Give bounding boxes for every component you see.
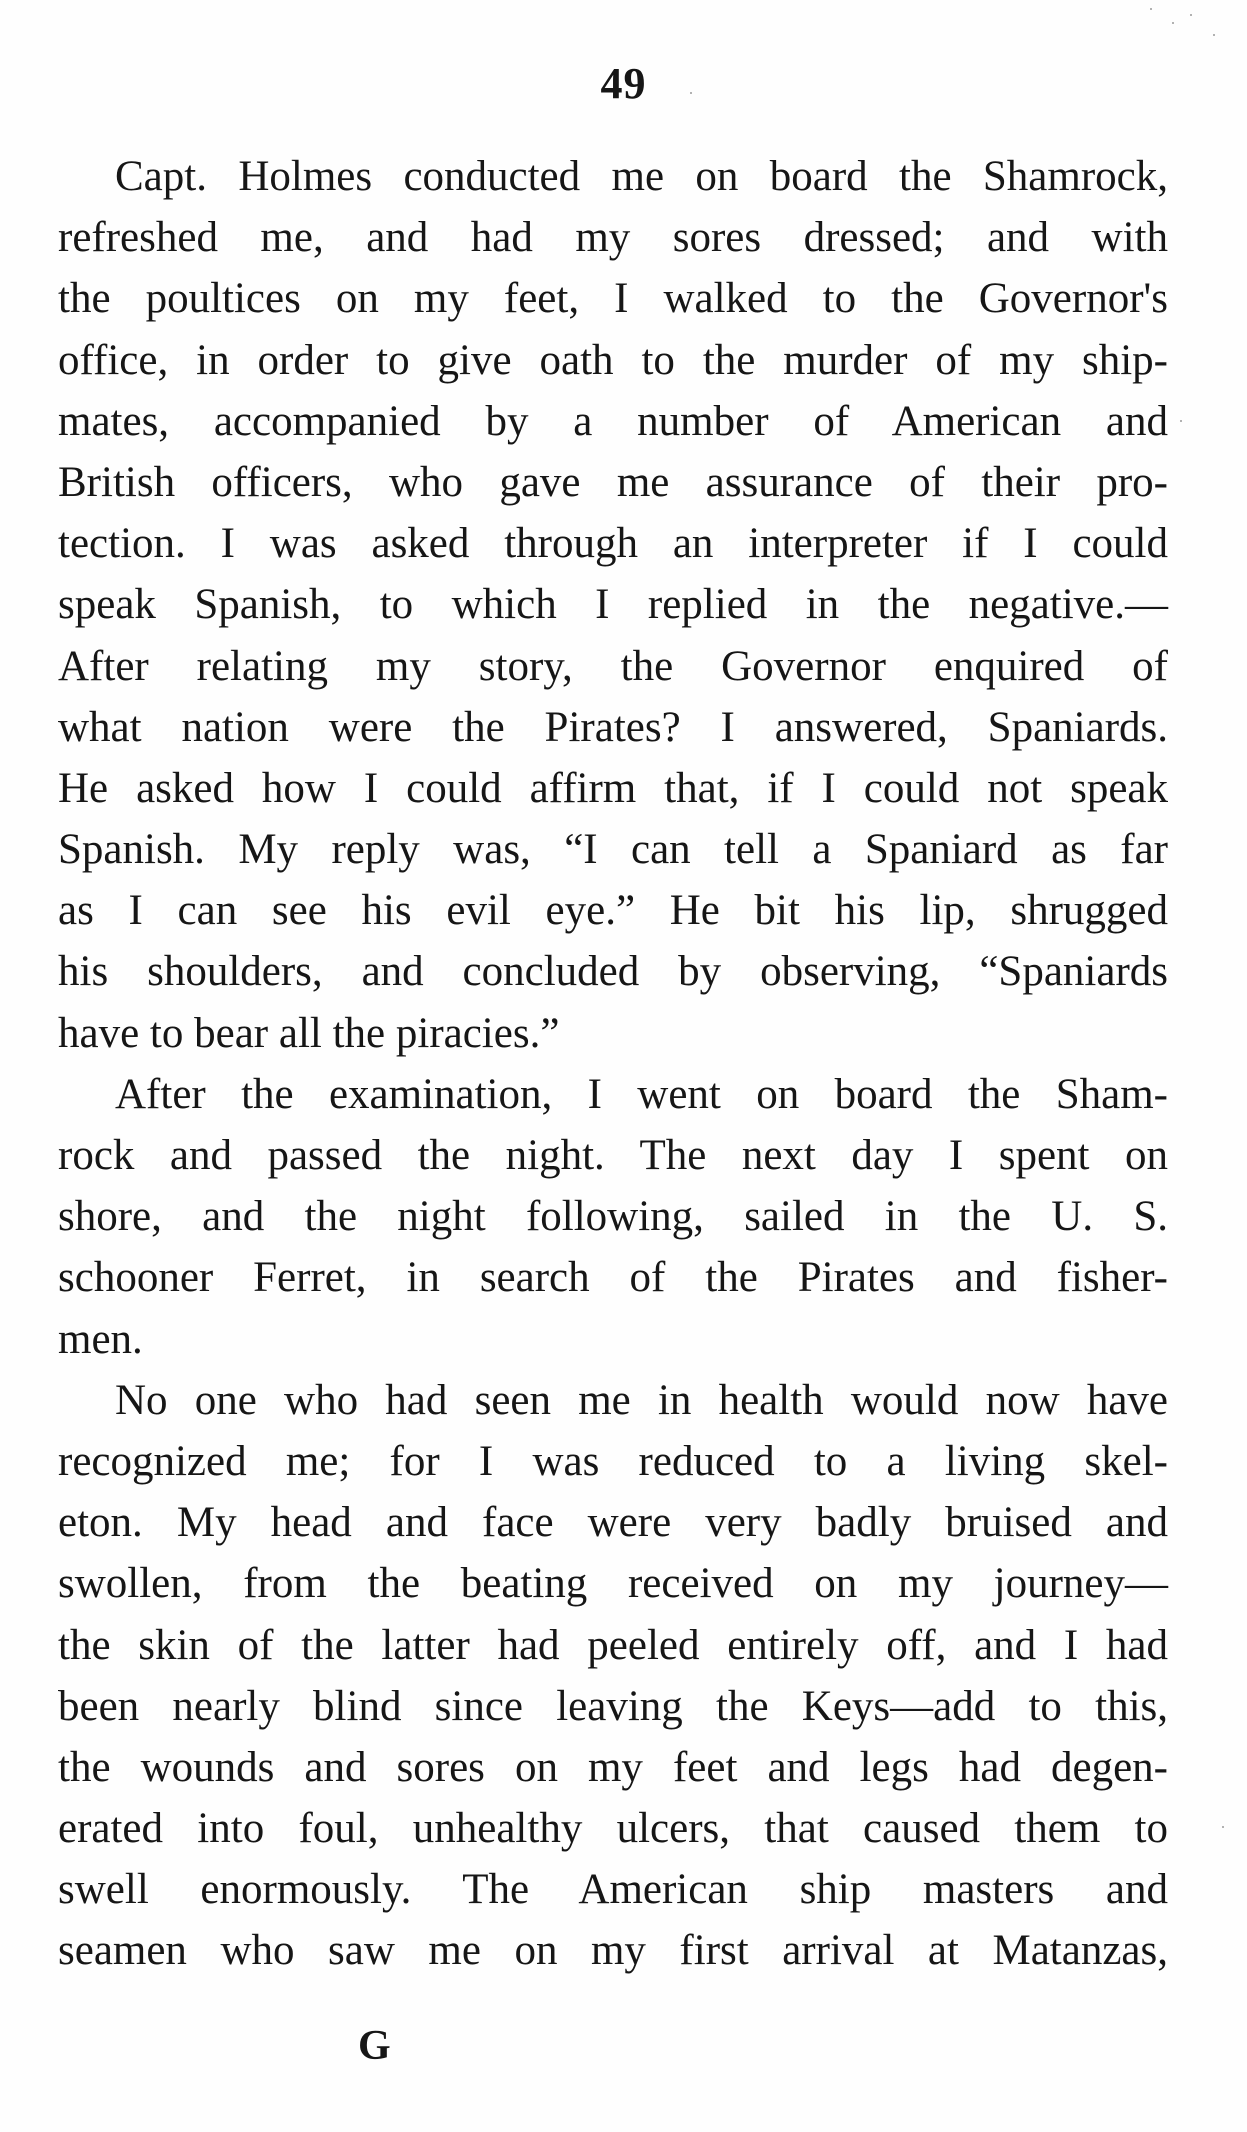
text-line: refreshed me, and had my sores dressed; and with — [58, 214, 1168, 262]
text-line: swell enormously. The American ship masters and — [58, 1866, 1168, 1914]
text-line: the skin of the latter had peeled entirely off, and I had — [58, 1621, 1168, 1669]
text-line: Capt. Holmes conducted me on board the Shamrock, — [115, 153, 1168, 200]
text-line: recognized me; for I was reduced to a living skel- — [58, 1437, 1168, 1485]
text-line: seamen who saw me on my first arrival at Matanzas, — [58, 1927, 1168, 1975]
text-line: eton. My head and face were very badly bruised and — [58, 1499, 1168, 1547]
text-line: as I can see his evil eye.” He bit his lip, shrugged — [58, 887, 1168, 935]
text-line: After relating my story, the Governor enquired of — [58, 642, 1168, 690]
text-line: After the examination, I went on board the Sham- — [115, 1070, 1168, 1118]
text-line: tection. I was asked through an interpreter if I could — [58, 520, 1168, 568]
paper-speck — [690, 92, 692, 94]
text-line: British officers, who gave me assurance of their pro- — [58, 458, 1168, 506]
text-line: what nation were the Pirates? I answered, Spaniards. — [58, 703, 1168, 751]
paper-speck — [1213, 34, 1215, 36]
paper-speck — [1190, 14, 1192, 16]
text-line: erated into foul, unhealthy ulcers, that caused them to — [58, 1805, 1168, 1853]
text-line: men. — [58, 1315, 143, 1363]
text-line: mates, accompanied by a number of American and — [58, 397, 1168, 445]
text-line: rock and passed the night. The next day I spent on — [58, 1132, 1168, 1179]
text-line: speak Spanish, to which I replied in the negative.— — [58, 581, 1168, 629]
paper-speck — [1222, 1826, 1224, 1828]
text-line: shore, and the night following, sailed in the U. S. — [58, 1193, 1168, 1241]
body-text — [58, 146, 1168, 1982]
text-line: been nearly blind since leaving the Keys—add to this, — [58, 1682, 1168, 1730]
paper-speck — [1180, 420, 1182, 422]
signature-mark: G — [358, 2023, 391, 2069]
text-line: the wounds and sores on my feet and legs had degen- — [58, 1743, 1168, 1791]
text-line: No one who had seen me in health would now have — [115, 1376, 1168, 1424]
text-line: He asked how I could affirm that, if I could not speak — [58, 764, 1168, 812]
text-line: Spanish. My reply was, “I can tell a Spaniard as far — [58, 826, 1168, 874]
text-line: have to bear all the piracies.” — [58, 1009, 560, 1057]
text-line: the poultices on my feet, I walked to the Governor's — [58, 275, 1168, 323]
paper-speck — [1150, 8, 1152, 10]
text-line: schooner Ferret, in search of the Pirates and fisher- — [58, 1254, 1168, 1302]
text-line: office, in order to give oath to the murder of my ship- — [58, 336, 1168, 384]
page-number: 49 — [600, 59, 647, 108]
text-line: swollen, from the beating received on my journey— — [58, 1560, 1168, 1608]
paper-speck — [1172, 22, 1174, 24]
text-line: his shoulders, and concluded by observing, “Spaniards — [58, 948, 1168, 996]
